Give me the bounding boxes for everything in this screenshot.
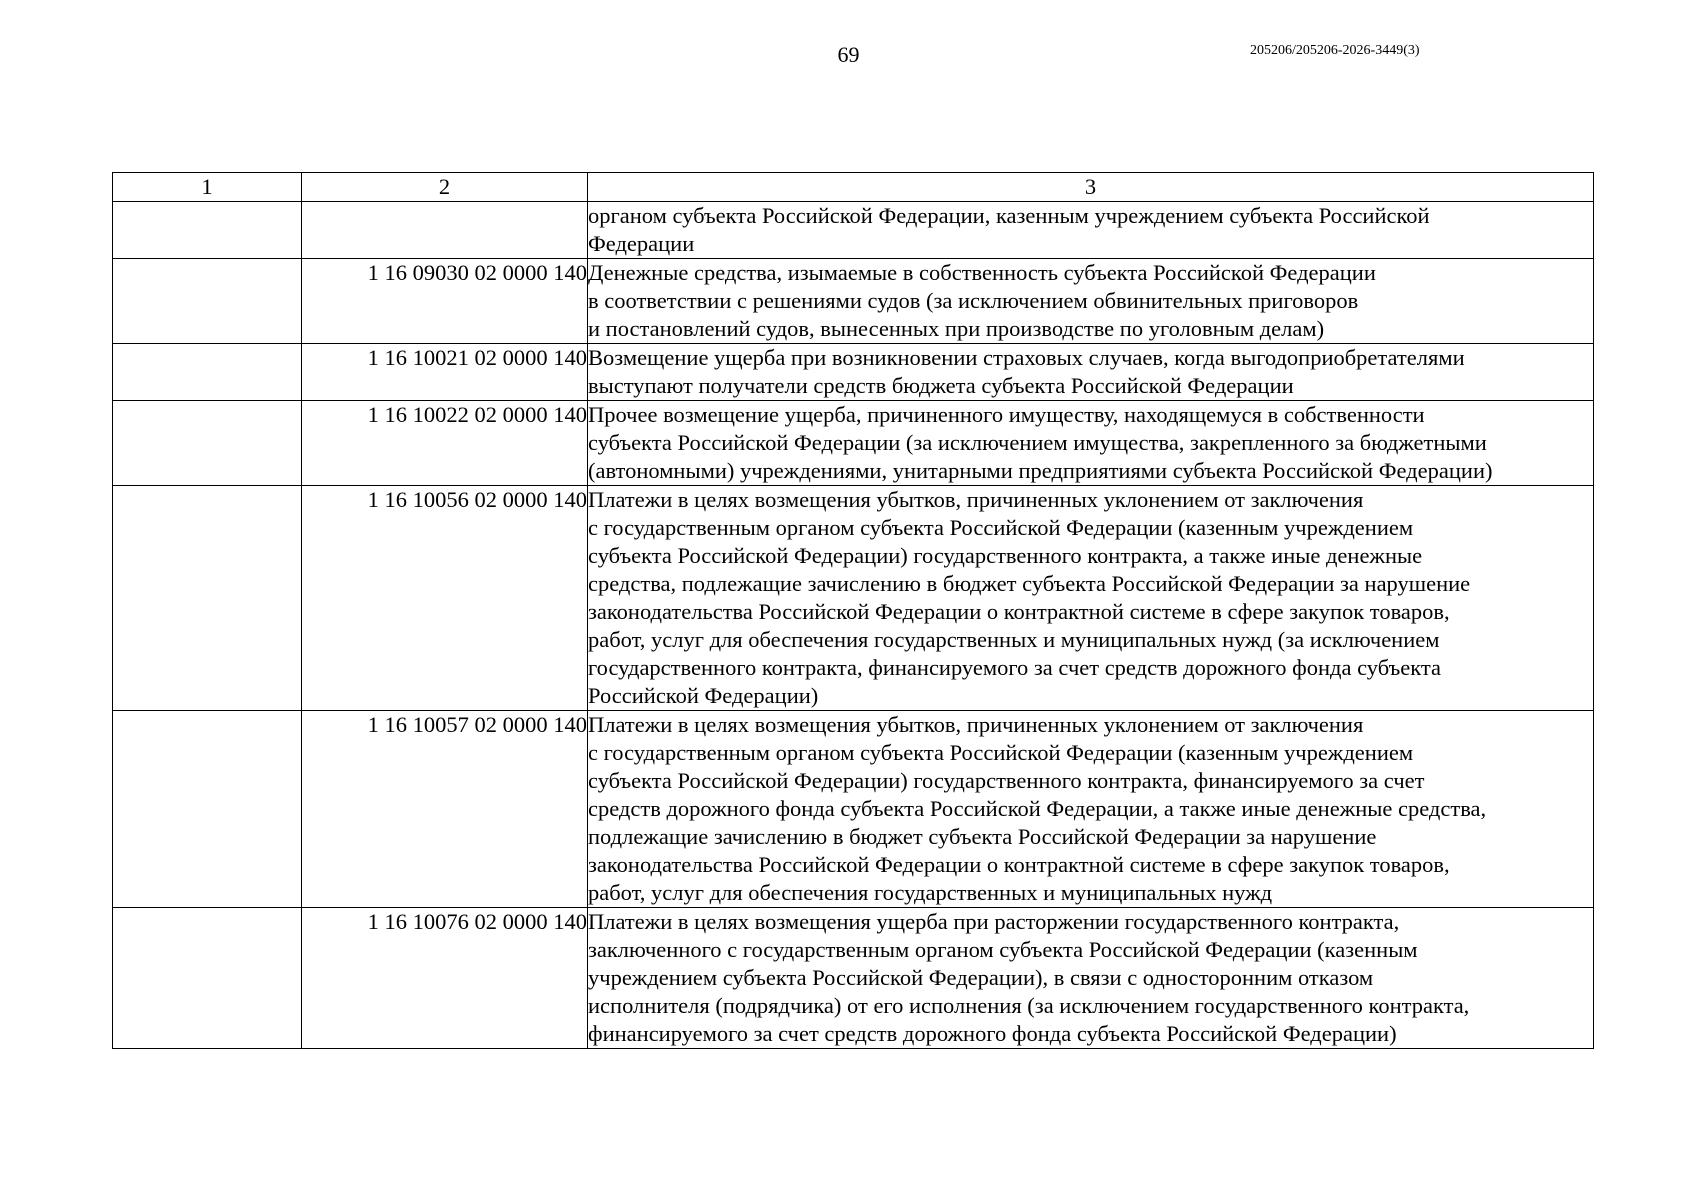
table-row <box>113 711 1594 908</box>
description-line: субъекта Российской Федерации) государственного контракта, финансируемого за счет <box>588 768 1425 793</box>
table-header-row <box>113 173 1594 202</box>
description-line: законодательства Российской Федерации о контрактной системе в сфере закупок товаров, <box>588 599 1450 624</box>
description-line: финансируемого за счет средств дорожного фонда субъекта Российской Федерации) <box>588 1021 1397 1046</box>
budget-code-cell <box>302 202 588 259</box>
description-line: средств дорожного фонда субъекта Российской Федерации, а также иные денежные средства, <box>588 796 1487 821</box>
table-row <box>113 344 1594 401</box>
row-number-cell <box>113 344 302 401</box>
description-line: Платежи в целях возмещения убытков, причиненных уклонением от заключения <box>588 487 1364 512</box>
budget-code-cell: 1 16 10022 02 0000 140 <box>302 401 588 486</box>
column-header-1: 1 <box>113 173 302 202</box>
row-number-cell <box>113 711 302 908</box>
row-number-cell <box>113 908 302 1049</box>
description-line: исполнителя (подрядчика) от его исполнения (за исключением государственного контракта, <box>588 993 1470 1018</box>
budget-code-cell: 1 16 10076 02 0000 140 <box>302 908 588 1049</box>
description-line: Федерации <box>588 231 695 256</box>
description-line: субъекта Российской Федерации (за исключением имущества, закрепленного за бюджетными <box>588 430 1487 455</box>
description-line: Российской Федерации) <box>588 683 819 708</box>
description-line: Денежные средства, изымаемые в собственность субъекта Российской Федерации <box>588 260 1376 285</box>
description-cell <box>588 401 1594 486</box>
description-line: Платежи в целях возмещения ущерба при расторжении государственного контракта, <box>588 909 1400 934</box>
budget-code-cell: 1 16 10021 02 0000 140 <box>302 344 588 401</box>
description-line: выступают получатели средств бюджета субъекта Российской Федерации <box>588 373 1294 398</box>
description-line: с государственным органом субъекта Российской Федерации (казенным учреждением <box>588 515 1414 540</box>
budget-codes-table <box>112 172 1594 1049</box>
row-number-cell <box>113 202 302 259</box>
description-line: Возмещение ущерба при возникновении страховых случаев, когда выгодоприобретателями <box>588 345 1465 370</box>
description-cell <box>588 259 1594 344</box>
description-line: государственного контракта, финансируемого за счет средств дорожного фонда субъекта <box>588 655 1441 680</box>
table-row <box>113 908 1594 1049</box>
row-number-cell <box>113 486 302 711</box>
description-line: средства, подлежащие зачислению в бюджет субъекта Российской Федерации за нарушение <box>588 571 1471 596</box>
budget-code-cell: 1 16 10057 02 0000 140 <box>302 711 588 908</box>
page-number: 69 <box>837 42 860 67</box>
document-reference: 205206/205206-2026-3449(3) <box>1250 43 1420 58</box>
description-line: работ, услуг для обеспечения государственных и муниципальных нужд (за исключением <box>588 627 1440 652</box>
description-cell <box>588 908 1594 1049</box>
table-body <box>113 202 1594 1049</box>
description-line: органом субъекта Российской Федерации, казенным учреждением субъекта Российской <box>588 203 1430 228</box>
description-line: учреждением субъекта Российской Федерации), в связи с односторонним отказом <box>588 965 1374 990</box>
description-line: и постановлений судов, вынесенных при производстве по уголовным делам) <box>588 316 1325 341</box>
description-line: подлежащие зачислению в бюджет субъекта Российской Федерации за нарушение <box>588 824 1377 849</box>
description-cell <box>588 202 1594 259</box>
description-line: законодательства Российской Федерации о контрактной системе в сфере закупок товаров, <box>588 852 1450 877</box>
description-line: Прочее возмещение ущерба, причиненного имуществу, находящемуся в собственности <box>588 402 1425 427</box>
table-row <box>113 486 1594 711</box>
description-line: работ, услуг для обеспечения государственных и муниципальных нужд <box>588 880 1273 905</box>
description-line: субъекта Российской Федерации) государственного контракта, а также иные денежные <box>588 543 1423 568</box>
row-number-cell <box>113 259 302 344</box>
description-cell <box>588 344 1594 401</box>
row-number-cell <box>113 401 302 486</box>
table-row <box>113 202 1594 259</box>
description-line: Платежи в целях возмещения убытков, причиненных уклонением от заключения <box>588 712 1364 737</box>
budget-code-cell: 1 16 10056 02 0000 140 <box>302 486 588 711</box>
table-row <box>113 401 1594 486</box>
budget-code-cell: 1 16 09030 02 0000 140 <box>302 259 588 344</box>
description-cell <box>588 711 1594 908</box>
table-row <box>113 259 1594 344</box>
description-line: (автономными) учреждениями, унитарными предприятиями субъекта Российской Федерации) <box>588 458 1493 483</box>
description-cell <box>588 486 1594 711</box>
column-header-2: 2 <box>302 173 588 202</box>
description-line: с государственным органом субъекта Российской Федерации (казенным учреждением <box>588 740 1414 765</box>
description-line: в соответствии с решениями судов (за исключением обвинительных приговоров <box>588 288 1359 313</box>
description-line: заключенного с государственным органом субъекта Российской Федерации (казенным <box>588 937 1418 962</box>
column-header-3: 3 <box>588 173 1594 202</box>
